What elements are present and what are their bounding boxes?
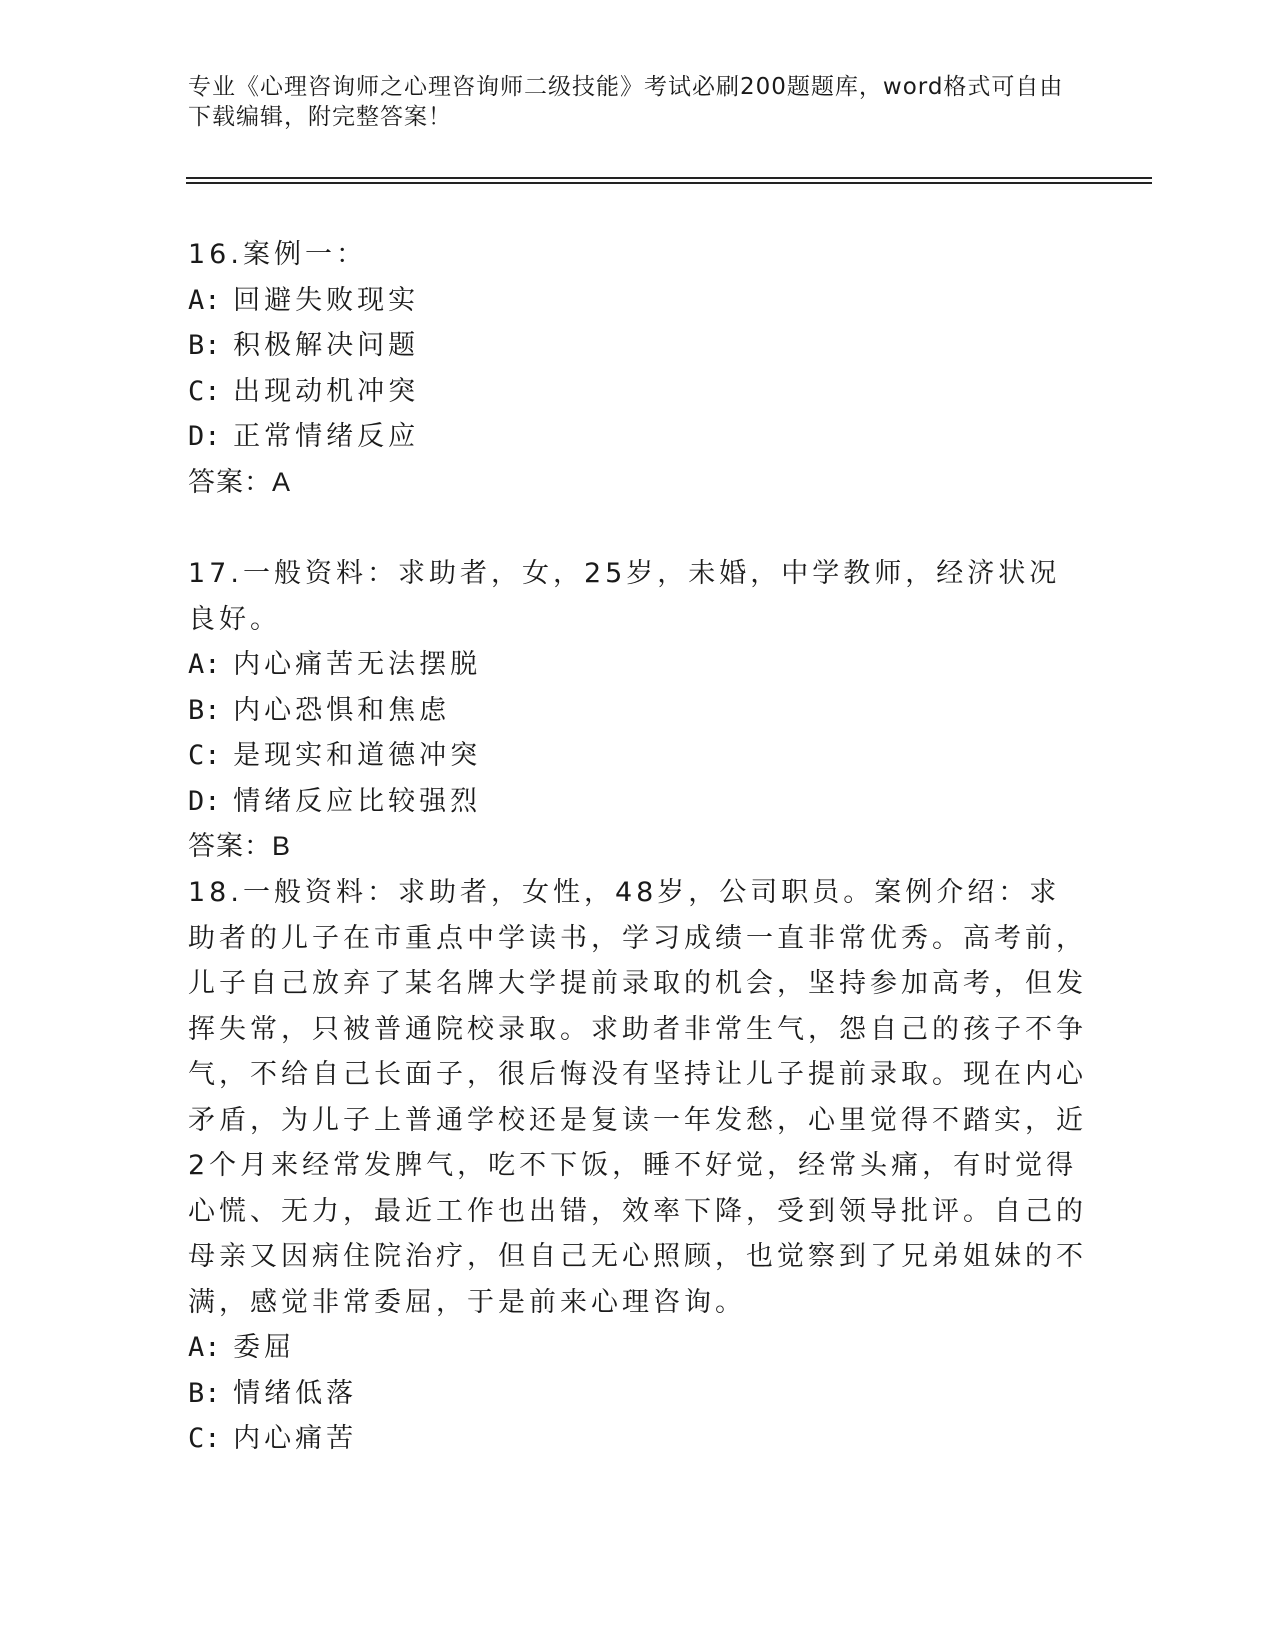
- option-c: [188, 733, 1088, 779]
- option-a: [188, 278, 1088, 324]
- question-number: 17.: [188, 558, 243, 589]
- question-17: [188, 551, 1088, 870]
- option-key: A:: [188, 649, 221, 680]
- option-b: [188, 688, 1088, 734]
- answer-line: [188, 460, 1088, 506]
- option-text: 正常情绪反应: [233, 421, 420, 452]
- question-text: 一般资料：求助者，女，25岁，未婚，中学教师，经济状况良好。: [188, 558, 1061, 635]
- answer-value: B: [272, 831, 292, 861]
- option-text: 内心痛苦: [233, 1423, 358, 1454]
- option-d: [188, 414, 1088, 460]
- option-b: [188, 323, 1088, 369]
- option-key: D:: [188, 421, 221, 452]
- option-b: [188, 1371, 1088, 1417]
- option-a: [188, 1325, 1088, 1371]
- option-key: C:: [188, 375, 221, 407]
- option-key: A:: [188, 1332, 221, 1363]
- option-key: C:: [188, 740, 221, 771]
- question-stem: [188, 870, 1088, 1325]
- option-text: 情绪低落: [233, 1377, 358, 1409]
- option-a: [188, 642, 1088, 688]
- option-key: D:: [188, 785, 221, 817]
- option-text: 回避失败现实: [233, 284, 420, 316]
- option-text: 内心恐惧和焦虑: [233, 694, 451, 726]
- option-key: A:: [188, 284, 221, 316]
- header-divider-bottom: [186, 182, 1152, 184]
- option-text: 是现实和道德冲突: [233, 740, 482, 771]
- question-text: 一般资料：求助者，女性，48岁，公司职员。案例介绍：求助者的儿子在市重点中学读书，学习成绩一直非常优秀。高考前，儿子自己放弃了某名牌大学提前录取的机会，坚持参加高考，但发挥失常，只被普通院校录取。求助者非常生气，怨自己的孩子不争气，不给自己长面子，很后悔没有坚持让儿子提前录取。现在内心矛盾，为儿子上普通学校还是复读一年发愁，心里觉得不踏实，近2个月来经常发脾气，吃不下饭，睡不好觉，经常头痛，有时觉得心慌、无力，最近工作也出错，效率下降，受到领导批评。自己的母亲又因病住院治疗，但自己无心照顾，也觉察到了兄弟姐妹的不满，感觉非常委屈，于是前来心理咨询。: [188, 877, 1087, 1318]
- option-key: C:: [188, 1423, 221, 1454]
- option-text: 积极解决问题: [233, 330, 420, 361]
- document-header: 专业《心理咨询师之心理咨询师二级技能》考试必刷200题题库，word格式可自由下载编辑，附完整答案！: [188, 74, 1064, 130]
- question-number: 18.: [188, 877, 243, 908]
- option-text: 内心痛苦无法摆脱: [233, 649, 482, 680]
- question-stem: [188, 551, 1088, 642]
- answer-label: 答案：: [188, 466, 272, 498]
- header-divider-top: [186, 177, 1152, 179]
- question-stem: [188, 232, 1088, 278]
- option-c: [188, 1416, 1088, 1462]
- answer-line: [188, 824, 1088, 870]
- option-key: B:: [188, 1377, 221, 1409]
- option-key: B:: [188, 694, 221, 726]
- option-text: 委屈: [233, 1332, 296, 1363]
- question-text: 案例一：: [242, 239, 367, 270]
- question-number: 16.: [188, 239, 243, 270]
- option-key: B:: [188, 330, 221, 361]
- option-d: [188, 779, 1088, 825]
- option-text: 情绪反应比较强烈: [233, 785, 482, 817]
- option-c: [188, 369, 1088, 415]
- answer-value: A: [272, 466, 292, 497]
- option-text: 出现动机冲突: [233, 375, 420, 407]
- answer-label: 答案：: [188, 831, 272, 862]
- question-18: [188, 870, 1088, 1462]
- question-16: [188, 232, 1088, 505]
